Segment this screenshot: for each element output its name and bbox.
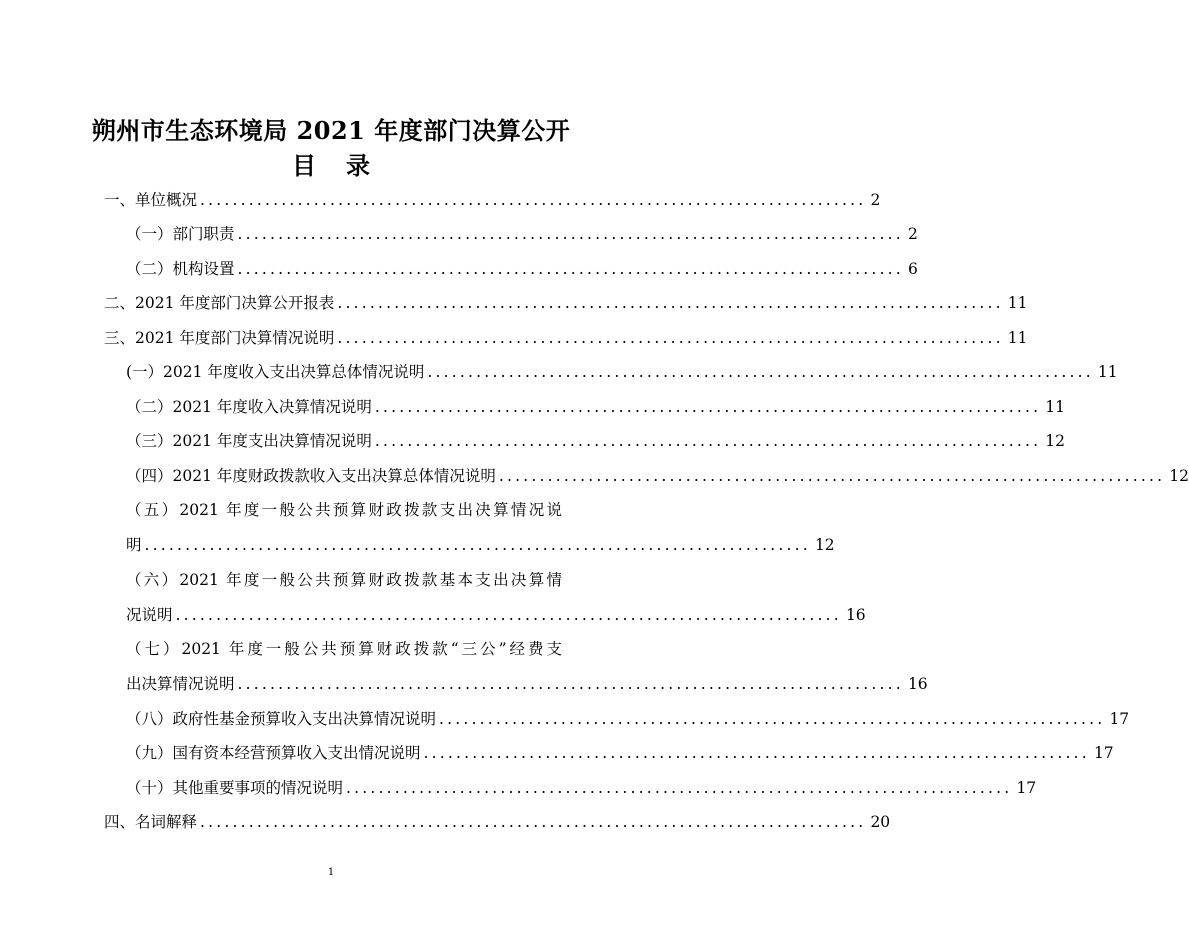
toc-entry-text: （九）国有资本经营预算收入支出情况说明 [126, 744, 421, 762]
toc-entry-text: （七）2021 年度一般公共预算财政拨款“三公”经费支 [126, 640, 562, 658]
toc-entry-text: （五）2021 年度一般公共预算财政拨款支出决算情况说 [126, 501, 562, 519]
toc-entry-unit-overview[interactable] [0, 186, 881, 214]
dot-leader: .................................................................................. [374, 432, 1042, 450]
toc-entry-page: 17 [1109, 710, 1130, 728]
dot-leader: .................................................................................. [200, 191, 867, 209]
toc-entry-three-public-expenses[interactable] [0, 635, 928, 698]
dot-leader: .................................................................................. [200, 813, 867, 831]
toc-entry-text: （二）2021 年度收入决算情况说明 [126, 398, 372, 416]
dot-leader: .................................................................................. [237, 675, 904, 693]
toc-entry-text: 一、单位概况 [104, 191, 198, 209]
toc-entry-text: （八）政府性基金预算收入支出决算情况说明 [126, 710, 437, 728]
toc-entry-page: 11 [1007, 294, 1028, 312]
dot-leader: .................................................................................. [427, 363, 1094, 381]
toc-entry-fiscal-appropriation-overall[interactable] [0, 462, 1189, 490]
dot-leader: .................................................................................. [237, 260, 904, 278]
toc-entry-page: 11 [1007, 329, 1028, 347]
document-title: 朔州市生态环境局 2021 年度部门决算公开 [91, 116, 571, 145]
toc-entry-page: 20 [870, 813, 891, 831]
dot-leader: .................................................................................. [498, 467, 1166, 485]
dot-leader: .................................................................................. [439, 710, 1106, 728]
toc-entry-text: （一）部门职责 [126, 225, 235, 243]
toc-entry-overall-income-expenditure[interactable] [0, 358, 1118, 386]
toc-entry-other-matters[interactable] [0, 774, 1037, 802]
dot-leader: .................................................................................. [346, 779, 1013, 797]
toc-entry-text-continued: 况说明 [126, 606, 173, 624]
toc-entry-page: 6 [907, 260, 918, 278]
toc-entry-general-budget-basic-expenditure[interactable] [0, 566, 866, 629]
toc-entry-final-accounts-explanation[interactable] [0, 324, 1028, 352]
toc-entry-page: 17 [1093, 744, 1114, 762]
dot-leader: .................................................................................. [144, 536, 811, 554]
toc-entry-general-budget-expenditure[interactable] [0, 496, 835, 559]
toc-entry-page: 12 [814, 536, 835, 554]
toc-entry-text: 三、2021 年度部门决算情况说明 [104, 329, 335, 347]
toc-entry-page: 11 [1097, 363, 1118, 381]
toc-entry-text: 四、名词解释 [104, 813, 198, 831]
dot-leader: .................................................................................. [237, 225, 904, 243]
toc-entry-text: （四）2021 年度财政拨款收入支出决算总体情况说明 [126, 467, 496, 485]
toc-entry-text: 二、2021 年度部门决算公开报表 [104, 294, 335, 312]
toc-entry-page: 2 [907, 225, 918, 243]
toc-entry-income[interactable] [0, 393, 1066, 421]
dot-leader: .................................................................................. [337, 329, 1004, 347]
toc-entry-text-continued: 明 [126, 536, 142, 554]
toc-entry-text: (一）2021 年度收入支出决算总体情况说明 [126, 363, 425, 381]
toc-entry-expenditure[interactable] [0, 427, 1066, 455]
toc-entry-government-fund-budget[interactable] [0, 705, 1130, 733]
dot-leader: .................................................................................. [337, 294, 1004, 312]
toc-entry-page: 16 [907, 675, 928, 693]
toc-entry-text: （二）机构设置 [126, 260, 235, 278]
toc-entry-final-accounts-tables[interactable] [0, 289, 1028, 317]
dot-leader: .................................................................................. [374, 398, 1042, 416]
toc-entry-text: （十）其他重要事项的情况说明 [126, 779, 344, 797]
toc-entry-state-capital-budget[interactable] [0, 739, 1114, 767]
toc-entry-text-continued: 出决算情况说明 [126, 675, 235, 693]
toc-entry-page: 2 [870, 191, 881, 209]
toc-entry-organization-setup[interactable] [0, 255, 918, 283]
toc-entry-page: 11 [1045, 398, 1066, 416]
toc-entry-page: 17 [1016, 779, 1037, 797]
toc-entry-glossary[interactable] [0, 808, 891, 836]
toc-heading: 目录 [292, 151, 400, 180]
page-number: 1 [327, 867, 335, 878]
toc-entry-page: 12 [1045, 432, 1066, 450]
toc-entry-page: 12 [1169, 467, 1189, 485]
dot-leader: .................................................................................. [423, 744, 1090, 762]
toc-entry-page: 16 [845, 606, 866, 624]
toc-entry-text: （三）2021 年度支出决算情况说明 [126, 432, 372, 450]
toc-entry-department-duties[interactable] [0, 220, 918, 248]
dot-leader: .................................................................................. [175, 606, 842, 624]
toc-entry-text: （六）2021 年度一般公共预算财政拨款基本支出决算情 [126, 571, 562, 589]
